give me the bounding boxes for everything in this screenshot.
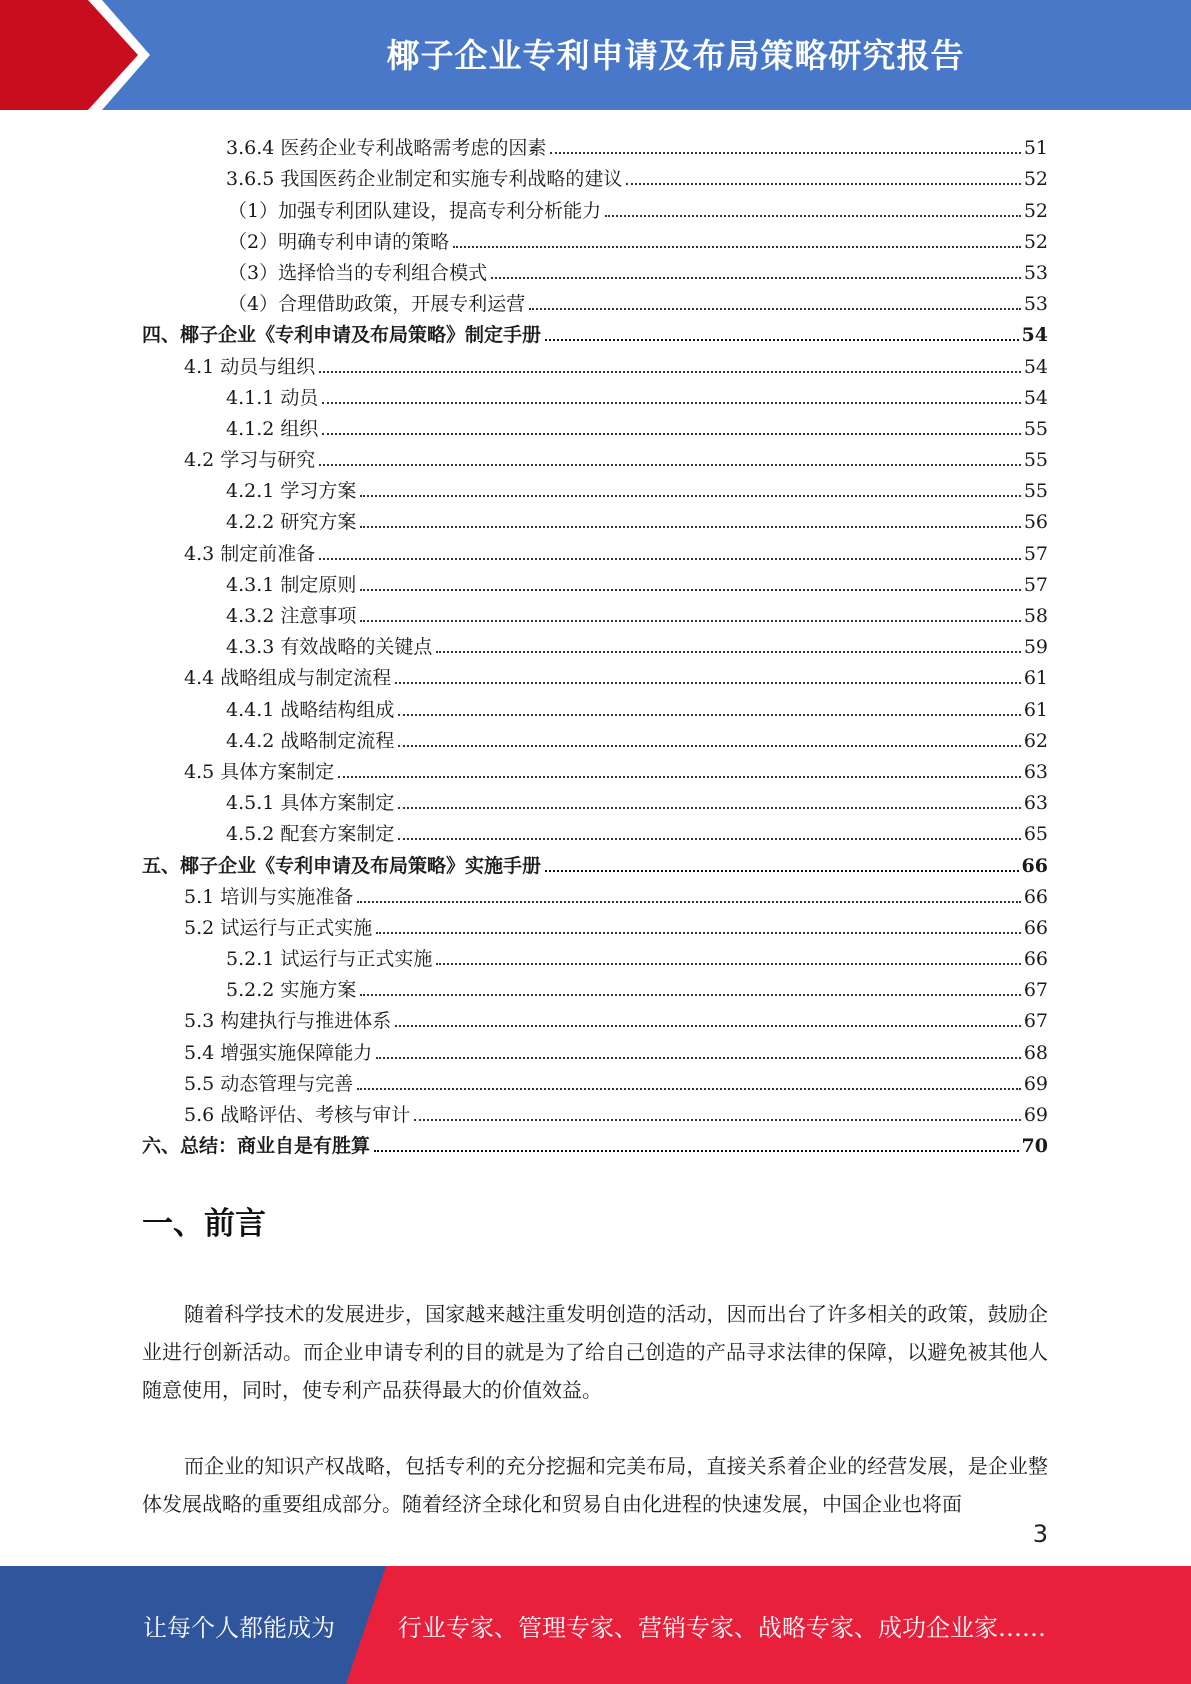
- section-heading: 一、前言: [142, 1206, 266, 1242]
- toc-entry[interactable]: [142, 159, 1048, 190]
- toc-entry-title: 4.2 学习与研究: [184, 449, 316, 472]
- toc-leader-dots: [376, 932, 1021, 934]
- toc-entry[interactable]: [142, 409, 1048, 440]
- page-footer: [0, 1566, 1191, 1684]
- toc-entry[interactable]: [142, 658, 1048, 689]
- toc-entry[interactable]: [142, 565, 1048, 596]
- toc-entry[interactable]: [142, 128, 1048, 159]
- table-of-contents: [142, 128, 1048, 1157]
- toc-entry-title: 3.6.4 医药企业专利战略需考虑的因素: [226, 137, 547, 160]
- toc-entry-title: 5.4 增强实施保障能力: [184, 1041, 373, 1064]
- toc-entry[interactable]: [142, 1095, 1048, 1126]
- toc-entry[interactable]: [142, 908, 1048, 939]
- toc-entry-title: 4.3.3 有效战略的关键点: [226, 636, 433, 659]
- toc-leader-dots: [360, 994, 1020, 996]
- body-paragraph: 而企业的知识产权战略，包括专利的充分挖掘和完美布局，直接关系着企业的经营发展，是企业整体发展战略的重要组成部分。随着经济全球化和贸易自由化进程的快速发展，中国企业也将面: [142, 1454, 1048, 1516]
- toc-entry-page: 52: [1023, 168, 1048, 191]
- toc-leader-dots: [605, 215, 1021, 217]
- toc-entry-title: 5.2 试运行与正式实施: [184, 916, 373, 939]
- toc-leader-dots: [398, 807, 1020, 809]
- toc-entry-page: 66: [1021, 854, 1048, 877]
- toc-entry-page: 59: [1023, 636, 1048, 659]
- toc-entry-title: 五、椰子企业《专利申请及布局策略》实施手册: [142, 854, 542, 877]
- toc-entry-title: 3.6.5 我国医药企业制定和实施专利战略的建议: [226, 168, 623, 191]
- toc-entry[interactable]: [142, 845, 1048, 876]
- toc-entry-title: 4.3 制定前准备: [184, 542, 316, 565]
- toc-leader-dots: [395, 682, 1021, 684]
- toc-entry-title: （2）明确专利申请的策略: [228, 230, 450, 253]
- toc-entry[interactable]: [142, 689, 1048, 720]
- toc-leader-dots: [376, 1057, 1021, 1059]
- toc-leader-dots: [360, 589, 1020, 591]
- toc-entry[interactable]: [142, 877, 1048, 908]
- toc-entry[interactable]: [142, 378, 1048, 409]
- toc-entry[interactable]: [142, 970, 1048, 1001]
- toc-entry-page: 66: [1023, 885, 1048, 908]
- toc-entry-title: 四、椰子企业《专利申请及布局策略》制定手册: [142, 324, 542, 347]
- toc-leader-dots: [360, 526, 1020, 528]
- page-number: 3: [1032, 1520, 1048, 1548]
- toc-entry-title: （4）合理借助政策，开展专利运营: [228, 293, 526, 316]
- toc-leader-dots: [491, 277, 1021, 279]
- toc-entry-page: 57: [1023, 542, 1048, 565]
- toc-leader-dots: [357, 1088, 1021, 1090]
- toc-entry-title: 4.3.1 制定原则: [226, 573, 357, 596]
- toc-entry-page: 54: [1023, 355, 1048, 378]
- toc-entry-title: 4.1.1 动员: [226, 386, 319, 409]
- toc-leader-dots: [436, 963, 1020, 965]
- toc-entry-title: 4.4.2 战略制定流程: [226, 729, 395, 752]
- toc-leader-dots: [545, 339, 1019, 341]
- red-chevron-icon: [0, 0, 150, 110]
- report-title: 椰子企业专利申请及布局策略研究报告: [386, 35, 965, 75]
- toc-leader-dots: [360, 620, 1020, 622]
- toc-entry-page: 55: [1023, 449, 1048, 472]
- toc-entry-page: 69: [1023, 1104, 1048, 1126]
- toc-entry-page: 53: [1023, 261, 1048, 284]
- toc-entry[interactable]: [142, 752, 1048, 783]
- toc-entry-title: 5.6 战略评估、考核与审计: [184, 1104, 411, 1126]
- toc-entry-title: 4.5.1 具体方案制定: [226, 792, 395, 815]
- toc-leader-dots: [319, 558, 1021, 560]
- toc-entry[interactable]: [142, 502, 1048, 533]
- toc-entry-page: 58: [1023, 605, 1048, 627]
- toc-entry-page: 62: [1023, 729, 1048, 752]
- toc-leader-dots: [453, 246, 1021, 248]
- toc-entry-title: 六、总结：商业自是有胜算: [142, 1135, 371, 1158]
- toc-entry-title: 4.1 动员与组织: [184, 355, 316, 378]
- toc-entry[interactable]: [142, 814, 1048, 845]
- toc-entry-title: 4.2.1 学习方案: [226, 480, 357, 503]
- toc-leader-dots: [357, 901, 1021, 903]
- toc-entry-page: 68: [1023, 1041, 1048, 1064]
- toc-entry-page: 61: [1023, 698, 1048, 721]
- toc-entry-title: 5.1 培训与实施准备: [184, 885, 354, 908]
- toc-entry-title: 4.3.2 注意事项: [226, 605, 357, 627]
- toc-leader-dots: [398, 838, 1020, 840]
- toc-entry-page: 66: [1023, 916, 1048, 939]
- toc-entry[interactable]: [142, 315, 1048, 346]
- toc-leader-dots: [319, 371, 1021, 373]
- toc-entry[interactable]: [142, 1032, 1048, 1063]
- toc-entry[interactable]: [142, 533, 1048, 564]
- toc-entry-page: 67: [1023, 1010, 1048, 1033]
- toc-entry-title: 4.4 战略组成与制定流程: [184, 667, 392, 690]
- page-header: [0, 0, 1191, 110]
- toc-entry[interactable]: [142, 1064, 1048, 1095]
- toc-entry-title: （3）选择恰当的专利组合模式: [228, 261, 488, 284]
- toc-entry-title: 4.5 具体方案制定: [184, 760, 335, 783]
- toc-leader-dots: [319, 464, 1021, 466]
- toc-entry-page: 52: [1023, 230, 1048, 253]
- toc-leader-dots: [550, 152, 1020, 154]
- toc-entry-title: 5.3 构建执行与推进体系: [184, 1010, 392, 1033]
- footer-slogan-left: 让每个人都能成为: [143, 1613, 335, 1642]
- toc-entry[interactable]: [142, 627, 1048, 658]
- toc-entry-page: 61: [1023, 667, 1048, 690]
- toc-entry[interactable]: [142, 253, 1048, 284]
- toc-leader-dots: [529, 308, 1021, 310]
- toc-leader-dots: [322, 402, 1020, 404]
- toc-entry-page: 67: [1023, 979, 1048, 1002]
- toc-entry-page: 63: [1023, 760, 1048, 783]
- toc-leader-dots: [436, 651, 1020, 653]
- toc-entry-page: 63: [1023, 792, 1048, 815]
- toc-entry-page: 69: [1023, 1072, 1048, 1095]
- toc-leader-dots: [398, 745, 1020, 747]
- toc-entry-title: 4.2.2 研究方案: [226, 511, 357, 534]
- toc-entry-title: 4.5.2 配套方案制定: [226, 823, 395, 846]
- toc-entry[interactable]: [142, 596, 1048, 627]
- toc-entry[interactable]: [142, 222, 1048, 253]
- toc-entry-title: 5.2.2 实施方案: [226, 979, 357, 1002]
- toc-entry[interactable]: [142, 1126, 1048, 1157]
- toc-entry[interactable]: [142, 471, 1048, 502]
- toc-entry-page: 53: [1023, 293, 1048, 316]
- toc-entry-title: 5.5 动态管理与完善: [184, 1072, 354, 1095]
- toc-entry-page: 52: [1023, 199, 1048, 222]
- toc-entry-page: 55: [1023, 417, 1048, 440]
- toc-entry-page: 54: [1023, 386, 1048, 409]
- toc-entry-title: （1）加强专利团队建设，提高专利分析能力: [228, 199, 602, 222]
- toc-leader-dots: [395, 1025, 1021, 1027]
- toc-entry-title: 4.1.2 组织: [226, 417, 319, 440]
- toc-entry[interactable]: [142, 939, 1048, 970]
- toc-entry-title: 4.4.1 战略结构组成: [226, 698, 395, 721]
- toc-entry-page: 55: [1023, 480, 1048, 503]
- toc-entry-page: 70: [1021, 1135, 1048, 1158]
- toc-leader-dots: [414, 1119, 1021, 1121]
- toc-entry-page: 66: [1023, 948, 1048, 971]
- toc-leader-dots: [374, 1150, 1019, 1152]
- toc-leader-dots: [545, 870, 1019, 872]
- toc-entry-title: 5.2.1 试运行与正式实施: [226, 948, 433, 971]
- toc-entry[interactable]: [142, 783, 1048, 814]
- toc-entry[interactable]: [142, 284, 1048, 315]
- toc-leader-dots: [322, 433, 1020, 435]
- toc-entry-page: 65: [1023, 823, 1048, 846]
- toc-entry-page: 51: [1023, 137, 1048, 160]
- toc-entry-page: 54: [1021, 324, 1048, 347]
- toc-entry[interactable]: [142, 346, 1048, 377]
- toc-entry[interactable]: [142, 440, 1048, 471]
- toc-entry[interactable]: [142, 1001, 1048, 1032]
- toc-entry-page: 57: [1023, 573, 1048, 596]
- footer-slogan-right: 行业专家、管理专家、营销专家、战略专家、成功企业家……: [398, 1613, 1046, 1642]
- toc-leader-dots: [360, 495, 1020, 497]
- toc-leader-dots: [338, 776, 1021, 778]
- body-paragraph: 随着科学技术的发展进步，国家越来越注重发明创造的活动，因而出台了许多相关的政策，鼓励企业进行创新活动。而企业申请专利的目的就是为了给自己创造的产品寻求法律的保障，以避免被其他人随意使用，同时，使专利产品获得最大的价值效益。: [142, 1302, 1048, 1402]
- toc-entry[interactable]: [142, 721, 1048, 752]
- toc-entry-page: 56: [1023, 511, 1048, 534]
- toc-leader-dots: [626, 183, 1020, 185]
- toc-entry[interactable]: [142, 190, 1048, 221]
- toc-leader-dots: [398, 714, 1020, 716]
